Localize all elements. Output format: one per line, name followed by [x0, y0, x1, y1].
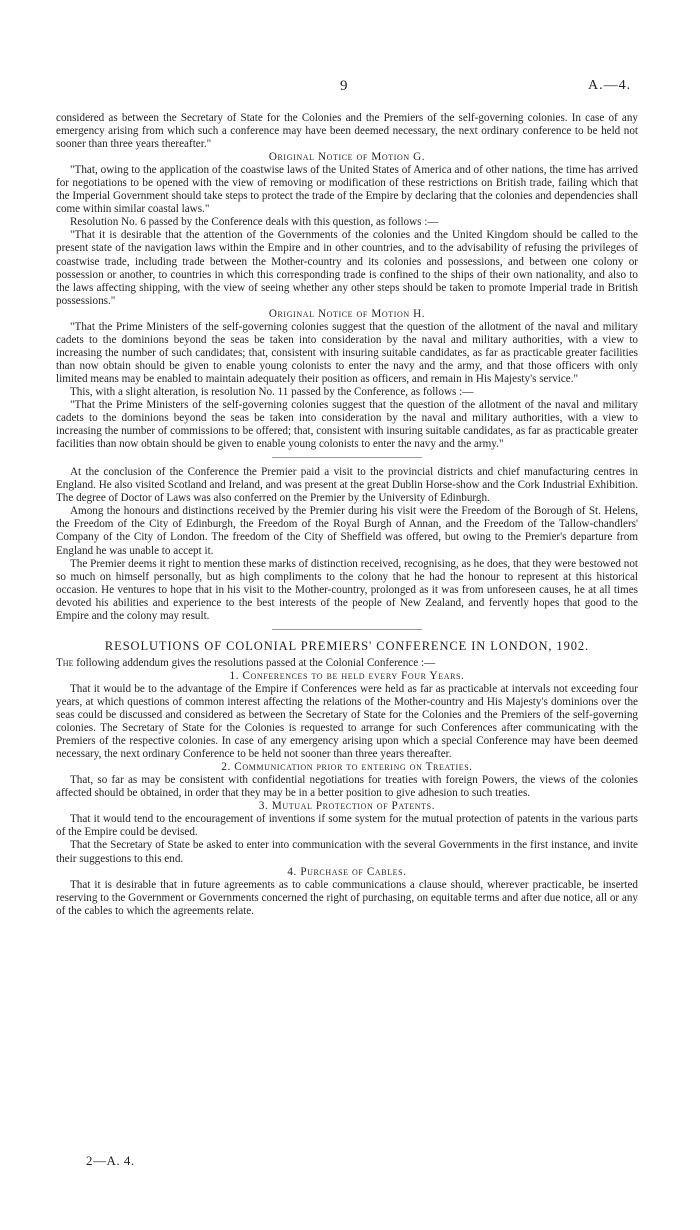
section-heading: 3. Mutual Protection of Patents.: [258, 800, 436, 813]
resolution-section-4: [56, 866, 638, 918]
resolution-11-text: "That the Prime Ministers of the self-governing colonies suggest that the question of the allotment of the naval and military cadets to the dominions beyond the seas be taken into consideration by the naval and military authorities, with a view to increasing the number of commissions to be offered; that, consistent with insuring suitable candidates, as far as practicable greater facilities than now obtain should be given to enable young colonists to enter the navy and the army.": [56, 399, 638, 451]
resolutions-title: RESOLUTIONS OF COLONIAL PREMIERS' CONFERENCE IN LONDON, 1902.: [104, 638, 590, 653]
addendum-lead-word: The: [56, 656, 74, 669]
notice-h-text: "That the Prime Ministers of the self-governing colonies suggest that the question of the allotment of the naval and military cadets to the dominions beyond the seas be taken into consideration by the naval and military authorities, with a view to increasing the number of such candidates; that, consistent with insuring suitable candidates, as far as practicable greater facilities than now obtain should be given to enable young colonists to enter the navy and the army, and that those officers with only limited means may be enabled to maintain adequately their position as officers, and remain in His Majesty's service.": [56, 320, 638, 385]
section-paragraph: That it is desirable that in future agreements as to cable communications a clause should, wherever practicable, be inserted reserving to the Government or Governments concerned the right of purchasing, on equitable terms and after due notice, all or any of the cables to which the agreements relate.: [56, 878, 638, 917]
visit-paragraph-3: The Premier deems it right to mention these marks of distinction received, recognising, as he does, that they were bestowed not so much on himself personally, but as high compliments to the colony that he had the honour to represent at this historical occasion. He ventures to hope that in his visit to the Mother-country, prolonged as it was from unforeseen causes, he at all times devoted his abilities and experience to the best interests of the people of New Zealand, and fervently hopes that good to the Empire and the colony may result.: [56, 557, 638, 622]
resolution-6-text: "That it is desirable that the attention of the Governments of the colonies and the United Kingdom should be called to the present state of the navigation laws within the Empire and in other countries, and to the advisability of refusing the privileges of coastwise trade, including trade between the Mother-country and its colonies and possessions, and between one colony or possession or another, to countries in which this corresponding trade is confined to the ships of their own nationality, and also to the laws affecting shipping, with the view of seeing whether any other steps should be taken to promote Imperial trade in British possessions.": [56, 229, 638, 307]
notice-g-text: "That, owing to the application of the coastwise laws of the United States of America and of other nations, the time has arrived for negotiations to be opened with the view of removing or modification of these restrictions on British trade, failing which that the Imperial Government should take steps to protect the trade of the Empire by declaring that the colonies and dependencies shall come within similar coastal laws.": [56, 164, 638, 216]
section-heading: 1. Conferences to be held every Four Years.: [229, 669, 465, 682]
section-paragraph: That it would be to the advantage of the Empire if Conferences were held as far as practicable at intervals not exceeding four years, at which questions of common interest affecting the relations of the Mother-country and His Majesty's dominions over the seas could be discussed and considered as between the Secretary of State for the Colonies and the Premiers of the self-governing colonies. The Secretary of State for the Colonies is requested to arrange for such Conferences after communicating with the Premiers of the respective colonies. In case of any emergency arising upon which a special Conference may have been deemed necessary, the next ordinary Conference to be held not sooner than three years thereafter.: [56, 682, 638, 761]
section-heading: 4. Purchase of Cables.: [287, 865, 407, 878]
footer-signature: 2—A. 4.: [86, 1153, 135, 1168]
page-number: 9: [340, 78, 348, 94]
visit-paragraph-1: At the conclusion of the Conference the Premier paid a visit to the provincial districts and chief manufacturing centres in England. He also visited Scotland and Ireland, and was present at the great Dublin Horse-show and the Cork Industrial Exhibition. The degree of Doctor of Laws was also conferred on the Premier by the University of Edinburgh.: [56, 466, 638, 505]
addendum-intro: [56, 657, 638, 670]
section-paragraph: That, so far as may be consistent with confidential negotiations for treaties with foreign Powers, the views of the colonies affected should be obtained, in order that they may be in a better position to give adhesion to such treaties.: [56, 774, 638, 800]
section-heading: 2. Communication prior to entering on Treaties.: [221, 761, 473, 774]
section-divider: [272, 629, 422, 630]
resolution-section-3: [56, 800, 638, 865]
resolution-section-2: [56, 761, 638, 800]
notice-g-heading: Original Notice of Motion G.: [268, 151, 426, 164]
notice-h-heading: Original Notice of Motion H.: [268, 307, 426, 320]
resolution-11-intro: This, with a slight alteration, is resolution No. 11 passed by the Conference, as follows :—: [70, 385, 474, 398]
page-body: [56, 112, 638, 918]
section-paragraph: That it would tend to the encouragement of inventions if some system for the mutual protection of patents in the various parts of the Empire could be devised.: [56, 813, 638, 839]
visit-paragraph-2: Among the honours and distinctions received by the Premier during his visit were the Freedom of the Borough of St. Helens, the Freedom of the City of Edinburgh, the Freedom of the Royal Burgh of Annan, and the Freedom of the Tallow-chandlers' Company of the City of London. The freedom of the City of Sheffield was offered, but owing to the Premier's departure from England he was unable to accept it.: [56, 505, 638, 557]
continued-paragraph: considered as between the Secretary of State for the Colonies and the Premiers of the self-governing colonies. In case of any emergency arising from which such a conference may have been deemed necessary, the next ordinary conference to be held not sooner than three years thereafter.": [56, 112, 638, 151]
section-divider: [272, 457, 422, 458]
section-paragraph: That the Secretary of State be asked to enter into communication with the several Governments in the first instance, and invite their suggestions to this end.: [56, 839, 638, 865]
resolution-6-intro: Resolution No. 6 passed by the Conference deals with this question, as follows :—: [70, 216, 439, 229]
resolution-section-1: [56, 670, 638, 761]
running-header: [0, 78, 700, 100]
addendum-text: following addendum gives the resolutions passed at the Colonial Conference :—: [76, 656, 436, 669]
paper-reference: A.—4.: [588, 78, 632, 93]
